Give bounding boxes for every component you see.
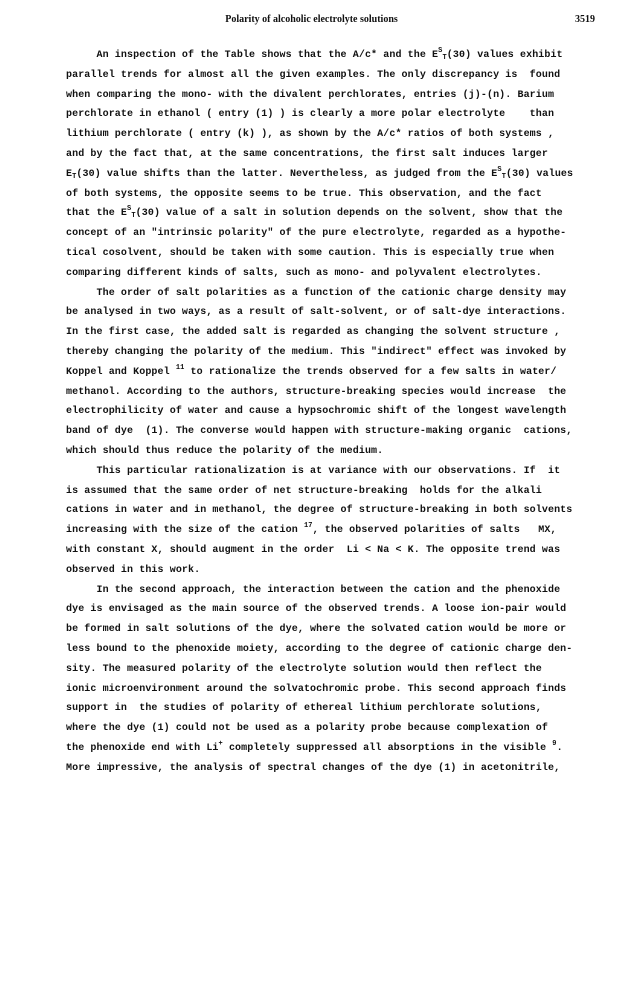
line-text: and by the fact that, at the same concentrations, the first salt induces larger <box>66 148 548 160</box>
line-text: band of dye (1). The converse would happen with structure-making organic cations, <box>66 426 573 438</box>
text-line <box>66 284 586 304</box>
line-text: concept of an "intrinsic polarity" of the pure electrolyte, regarded as a hypothe- <box>66 228 567 240</box>
body-text <box>66 46 586 778</box>
line-text: increasing with the size of the cation <box>66 525 304 537</box>
text-line <box>66 561 586 581</box>
line-text: to rationalize the trends observed for a few salts in water/ <box>184 366 557 378</box>
line-text: An inspection of the Table shows that the A/c* and the E <box>66 50 439 61</box>
text-line <box>66 204 586 224</box>
text-line <box>66 541 586 561</box>
line-text: with constant X, should augment in the order Li < Na < K. The opposite trend was <box>66 544 561 556</box>
page-header <box>0 14 623 32</box>
line-text: support in the studies of polarity of ethereal lithium perchlorate solutions, <box>66 703 542 715</box>
line-text: be analysed in two ways, as a result of salt-solvent, or of salt-dye interactions. <box>66 307 567 319</box>
line-text: thereby changing the polarity of the medium. This "indirect" effect was invoked by <box>66 346 567 358</box>
superscript: S <box>438 47 443 55</box>
superscript: S <box>127 205 132 214</box>
line-text: perchlorate in ethanol ( entry (1) ) is clearly a more polar electrolyte than <box>66 109 555 121</box>
line-text: In the first case, the added salt is regarded as changing the solvent structure , <box>66 327 561 339</box>
text-line <box>66 264 586 284</box>
line-text: where the dye (1) could not be used as a polarity probe because complexation of <box>66 723 548 735</box>
text-line <box>66 46 586 66</box>
line-text: ionic microenvironment around the solvatochromic probe. This second approach finds <box>66 683 567 695</box>
line-text: This particular rationalization is at variance with our observations. If it <box>66 465 561 477</box>
running-title: Polarity of alcoholic electrolyte solutions <box>225 14 398 25</box>
text-line <box>66 699 586 719</box>
text-line <box>66 66 586 86</box>
line-text: electrophilicity of water and cause a hypsochromic shift of the longest wavelength <box>66 406 567 418</box>
line-text: E <box>66 168 73 180</box>
text-line <box>66 323 586 343</box>
superscript: 11 <box>175 363 185 372</box>
text-line <box>66 185 586 205</box>
subscript: T <box>72 172 77 181</box>
line-text: , the observed polarities of salts MX, <box>312 525 557 537</box>
superscript: 17 <box>303 522 313 531</box>
line-text: methanol. According to the authors, structure-breaking species would increase the <box>66 386 567 398</box>
text-line <box>66 165 586 185</box>
line-text: parallel trends for almost all the given examples. The only discrepancy is found <box>66 69 561 81</box>
text-line <box>66 383 586 403</box>
text-line <box>66 759 586 779</box>
line-text: completely suppressed all absorptions in the visible <box>222 742 553 754</box>
line-text: tical cosolvent, should be taken with some caution. This is especially true when <box>66 247 555 259</box>
line-text: (30) value shifts than the latter. Nevertheless, as judged from the E <box>76 168 498 180</box>
text-line <box>66 581 586 601</box>
superscript: S <box>497 165 502 174</box>
text-line <box>66 739 586 759</box>
text-line <box>66 482 586 502</box>
line-text: (30) values exhibit <box>446 50 563 61</box>
text-line <box>66 501 586 521</box>
line-text: (30) values <box>506 168 574 180</box>
subscript: T <box>131 212 136 221</box>
text-line <box>66 462 586 482</box>
line-text: sity. The measured polarity of the electrolyte solution would then reflect the <box>66 663 542 675</box>
text-line <box>66 244 586 264</box>
text-line <box>66 86 586 106</box>
text-line <box>66 363 586 383</box>
line-text: In the second approach, the interaction between the cation and the phenoxide <box>66 584 561 596</box>
subscript: T <box>501 172 507 181</box>
subscript: T <box>442 54 447 62</box>
text-line <box>66 145 586 165</box>
text-line <box>66 640 586 660</box>
line-text: which should thus reduce the polarity of the medium. <box>66 445 384 457</box>
line-text: of both systems, the opposite seems to be true. This observation, and the fact <box>66 188 542 200</box>
text-line <box>66 521 586 541</box>
line-text: the phenoxide end with Li <box>66 742 219 754</box>
text-line <box>66 224 586 244</box>
line-text: The order of salt polarities as a function of the cationic charge density may <box>66 287 567 299</box>
line-text: less bound to the phenoxide moiety, according to the degree of cationic charge den- <box>66 643 573 655</box>
line-text: observed in this work. <box>66 564 201 576</box>
text-line <box>66 620 586 640</box>
line-text: cations in water and in methanol, the degree of structure-breaking in both solvents <box>66 505 573 517</box>
line-text: be formed in salt solutions of the dye, where the solvated cation would be more or <box>66 624 567 636</box>
line-text: when comparing the mono- with the divalent perchlorates, entries (j)-(n). Barium <box>66 89 555 101</box>
line-text: comparing different kinds of salts, such as mono- and polyvalent electrolytes. <box>66 267 542 279</box>
line-text: More impressive, the analysis of spectral changes of the dye (1) in acetonitrile, <box>66 762 561 774</box>
text-line <box>66 442 586 462</box>
page-number: 3519 <box>575 14 595 25</box>
line-text: is assumed that the same order of net structure-breaking holds for the alkali <box>66 485 542 497</box>
text-line <box>66 303 586 323</box>
text-line <box>66 680 586 700</box>
line-text: Koppel and Koppel <box>66 366 176 378</box>
text-line <box>66 600 586 620</box>
text-line <box>66 343 586 363</box>
superscript: 9 <box>552 739 557 748</box>
text-line <box>66 105 586 125</box>
text-line <box>66 422 586 442</box>
text-line <box>66 660 586 680</box>
text-line <box>66 125 586 145</box>
line-text: lithium perchlorate ( entry (k) ), as shown by the A/c* ratios of both systems , <box>66 129 555 141</box>
line-text: (30) value of a salt in solution depends on the solvent, show that the <box>135 208 563 220</box>
text-line <box>66 402 586 422</box>
text-line <box>66 719 586 739</box>
line-text: . <box>556 742 563 754</box>
superscript: + <box>218 739 223 748</box>
line-text: dye is envisaged as the main source of the observed trends. A loose ion-pair would <box>66 604 567 616</box>
line-text: that the E <box>66 208 128 220</box>
